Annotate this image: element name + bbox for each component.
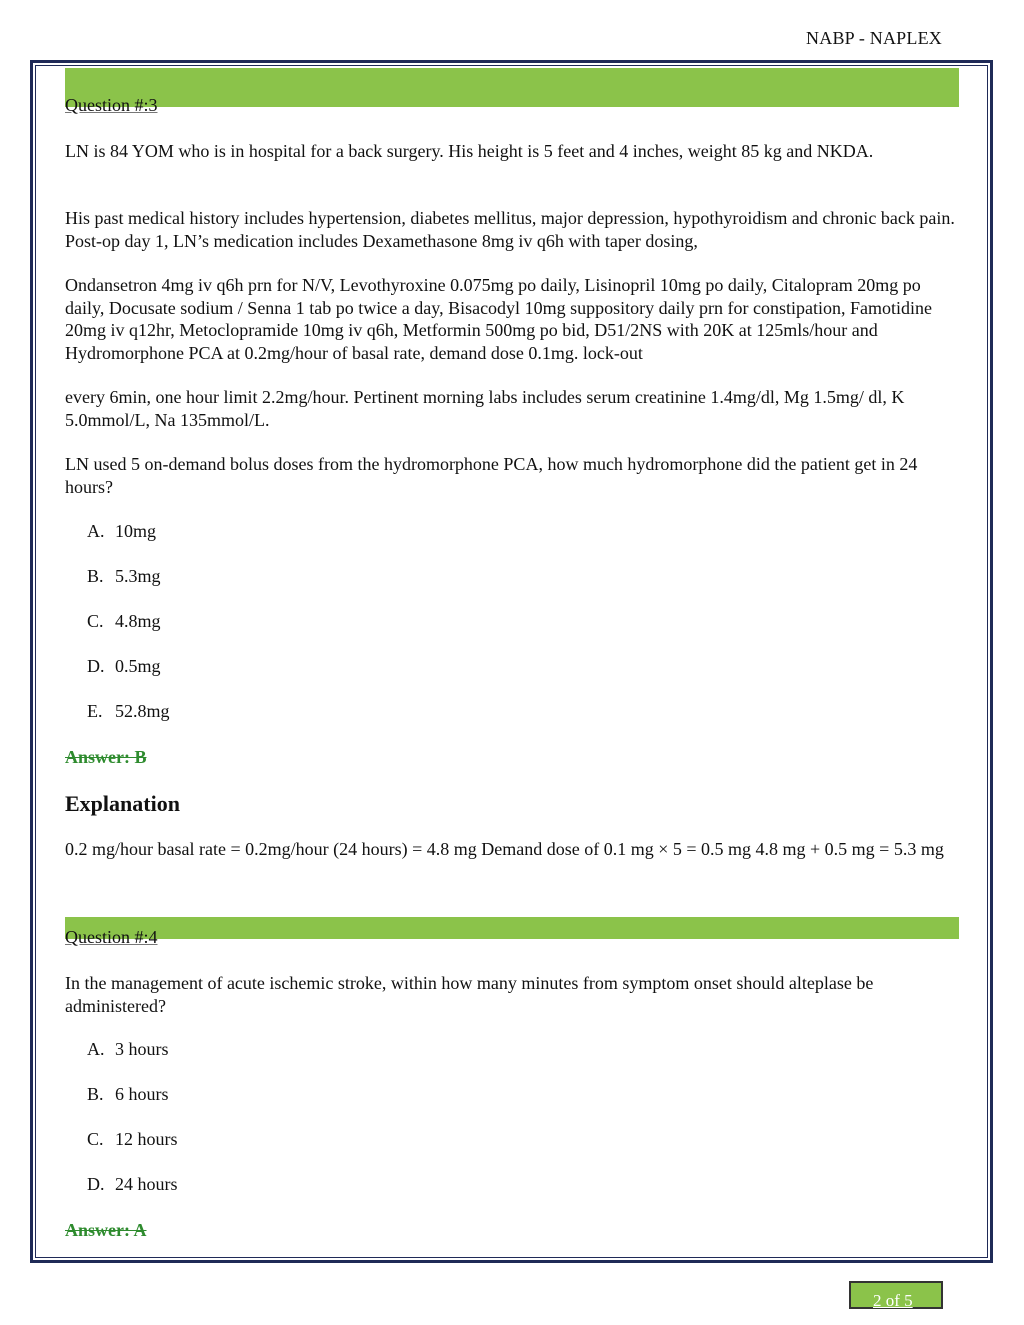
option-text: 52.8mg	[115, 701, 170, 721]
option-text: 3 hours	[115, 1039, 169, 1059]
question-label: Question #:4	[65, 927, 158, 947]
answer-option	[87, 656, 161, 677]
option-text: 0.5mg	[115, 656, 161, 676]
answer-option	[87, 1129, 178, 1150]
option-text: 4.8mg	[115, 611, 161, 631]
answer-key: Answer: A	[65, 1220, 147, 1240]
answer-option	[87, 611, 161, 632]
answer-key: Answer: B	[65, 747, 147, 767]
question-header-bar	[65, 917, 959, 939]
page-number-box	[849, 1281, 943, 1309]
question-paragraph: LN used 5 on-demand bolus doses from the hydromorphone PCA, how much hydromorphone did the patient get in 24 hours?	[65, 454, 918, 497]
question-paragraph: LN is 84 YOM who is in hospital for a back surgery. His height is 5 feet and 4 inches, weight 85 kg and NKDA.	[65, 141, 874, 161]
explanation-heading: Explanation	[65, 791, 180, 816]
answer-option	[87, 1084, 169, 1105]
question-paragraph: In the management of acute ischemic stroke, within how many minutes from symptom onset should alteplase be administered?	[65, 973, 874, 1016]
option-text: 6 hours	[115, 1084, 169, 1104]
answer-option	[87, 566, 161, 587]
option-letter: B.	[87, 566, 104, 586]
question-paragraph: Ondansetron 4mg iv q6h prn for N/V, Levothyroxine 0.075mg po daily, Lisinopril 10mg po daily, Citalopram 20mg po daily, Docusate sodium / Senna 1 tab po twice a day, Bisacodyl 10mg suppository daily prn for constipation, Famotidine 20mg iv q12hr, Metoclopramide 10mg iv q6h, Metformin 500mg po bid, D51/2NS with 20K at 125mls/hour and Hydromorphone PCA at 0.2mg/hour of basal rate, demand dose 0.1mg. lock-out	[65, 275, 933, 363]
answer-option	[87, 701, 170, 722]
question-header-bar	[65, 68, 959, 107]
question-paragraph: every 6min, one hour limit 2.2mg/hour. Pertinent morning labs includes serum creatinine 1.4mg/dl, Mg 1.5mg/ dl, K 5.0mmol/L, Na 135mmol/L.	[65, 387, 905, 430]
option-letter: D.	[87, 1174, 105, 1194]
option-letter: E.	[87, 701, 103, 721]
option-letter: D.	[87, 656, 105, 676]
answer-option	[87, 521, 156, 542]
answer-option	[87, 1039, 169, 1060]
option-letter: A.	[87, 1039, 105, 1059]
option-letter: C.	[87, 1129, 104, 1149]
option-text: 12 hours	[115, 1129, 178, 1149]
option-letter: C.	[87, 611, 104, 631]
question-paragraph: His past medical history includes hypertension, diabetes mellitus, major depression, hypothyroidism and chronic back pain. Post-op day 1, LN’s medication includes Dexamethasone 8mg iv q6h with taper dosing,	[65, 208, 955, 251]
option-letter: B.	[87, 1084, 104, 1104]
explanation-text: 0.2 mg/hour basal rate = 0.2mg/hour (24 hours) = 4.8 mg Demand dose of 0.1 mg × 5 = 0.5 mg 4.8 mg + 0.5 mg = 5.3 mg	[65, 839, 944, 859]
option-letter: A.	[87, 521, 105, 541]
question-label: Question #:3	[65, 95, 158, 115]
page-header-title: NABP - NAPLEX	[806, 28, 942, 48]
option-text: 5.3mg	[115, 566, 161, 586]
page-number: 2 of 5	[873, 1291, 913, 1310]
option-text: 10mg	[115, 521, 157, 541]
option-text: 24 hours	[115, 1174, 178, 1194]
answer-option	[87, 1174, 178, 1195]
